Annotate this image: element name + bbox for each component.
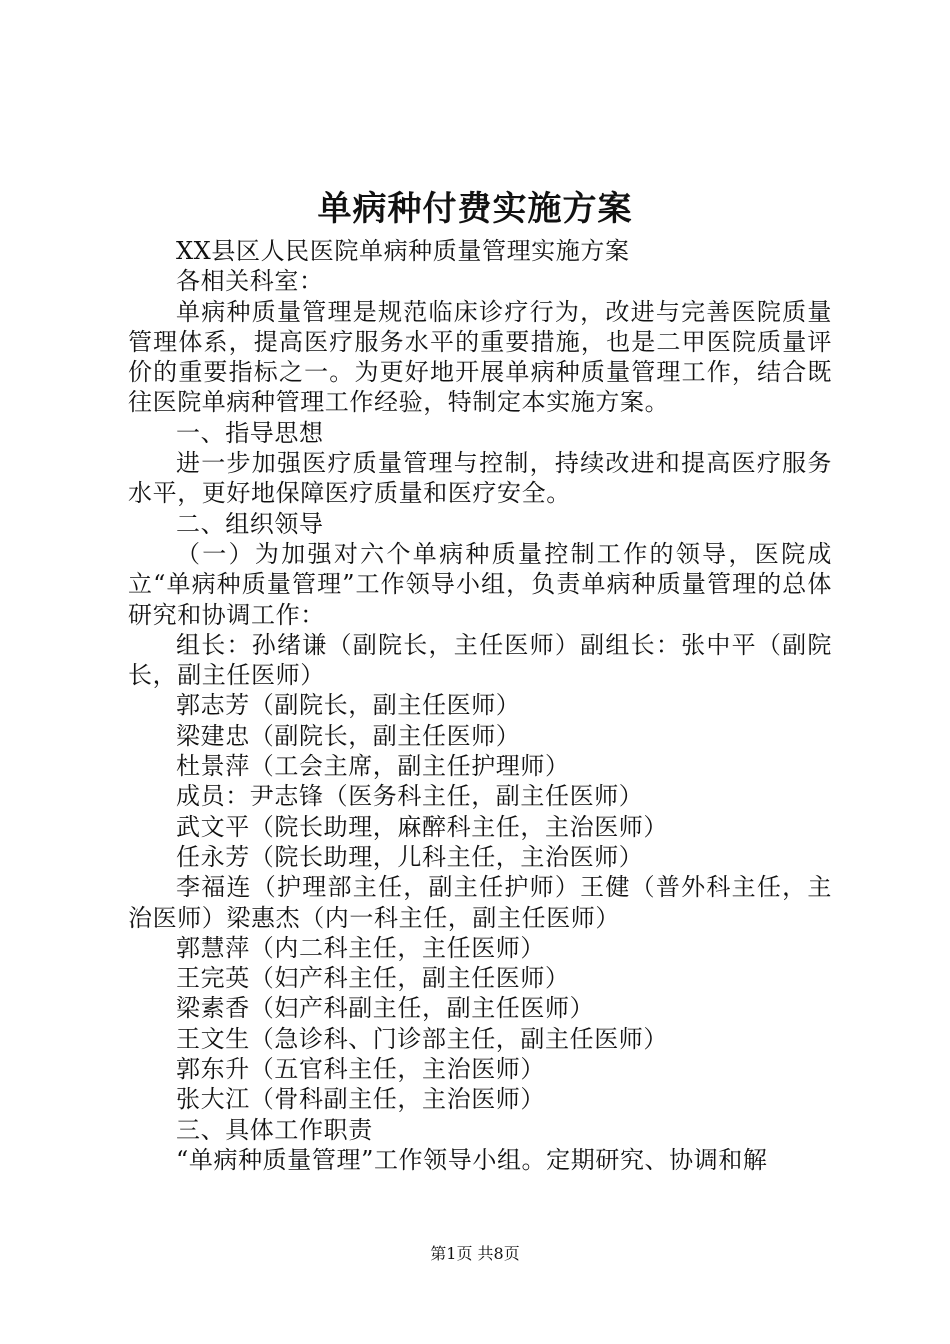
member-line: 梁建忠（副院长，副主任医师） bbox=[176, 721, 521, 750]
paragraph: XX县区人民医院单病种质量管理实施方案 bbox=[176, 237, 630, 265]
member-line: 杜景萍（工会主席，副主任护理师） bbox=[176, 752, 570, 781]
section-heading: 二、组织领导 bbox=[176, 509, 324, 538]
member-line: 郭志芳（副院长，副主任医师） bbox=[176, 691, 521, 720]
paragraph: 各相关科室： bbox=[176, 267, 324, 296]
member-line: 王文生（急诊科、门诊部主任，副主任医师） bbox=[176, 1024, 668, 1053]
section-heading: 三、具体工作职责 bbox=[176, 1115, 373, 1144]
paragraph: （一）为加强对六个单病种质量控制工作的领导，医院成立“单病种质量管理”工作领导小组，负责单病种质量管理的总体研究和协调工作： bbox=[128, 539, 832, 629]
section-heading: 一、指导思想 bbox=[176, 418, 324, 447]
member-line: 武文平（院长助理，麻醉科主任，主治医师） bbox=[176, 812, 668, 841]
member-line: 张大江（骨科副主任，主治医师） bbox=[176, 1085, 545, 1114]
paragraph: 进一步加强医疗质量管理与控制，持续改进和提高医疗服务水平，更好地保障医疗质量和医疗安全。 bbox=[128, 449, 832, 508]
paragraph: “单病种质量管理”工作领导小组。定期研究、协调和解 bbox=[176, 1145, 768, 1174]
paragraph: 单病种质量管理是规范临床诊疗行为，改进与完善医院质量管理体系，提高医疗服务水平的重要措施，也是二甲医院质量评价的重要指标之一。为更好地开展单病种质量管理工作，结合既往医院单病种管理工作经验，特制定本实施方案。 bbox=[128, 297, 832, 417]
member-line: 郭东升（五官科主任，主治医师） bbox=[176, 1055, 545, 1084]
document-title: 单病种付费实施方案 bbox=[317, 189, 633, 229]
document-body bbox=[128, 236, 832, 1175]
member-line: 任永芳（院长助理，儿科主任，主治医师） bbox=[176, 842, 644, 871]
member-line: 李福连（护理部主任，副主任护师）王健（普外科主任，主治医师）梁惠杰（内一科主任，副主任医师） bbox=[128, 873, 832, 932]
member-line: 组长：孙绪谦（副院长，主任医师）副组长：张中平（副院长，副主任医师） bbox=[128, 630, 832, 690]
member-line: 郭慧萍（内二科主任，主任医师） bbox=[176, 933, 545, 962]
member-line: 王完英（妇产科主任，副主任医师） bbox=[176, 964, 570, 993]
page-footer: 第1页 共8页 bbox=[430, 1244, 520, 1263]
member-line: 梁素香（妇产科副主任，副主任医师） bbox=[176, 994, 595, 1023]
member-line: 成员：尹志锋（医务科主任，副主任医师） bbox=[176, 782, 644, 811]
